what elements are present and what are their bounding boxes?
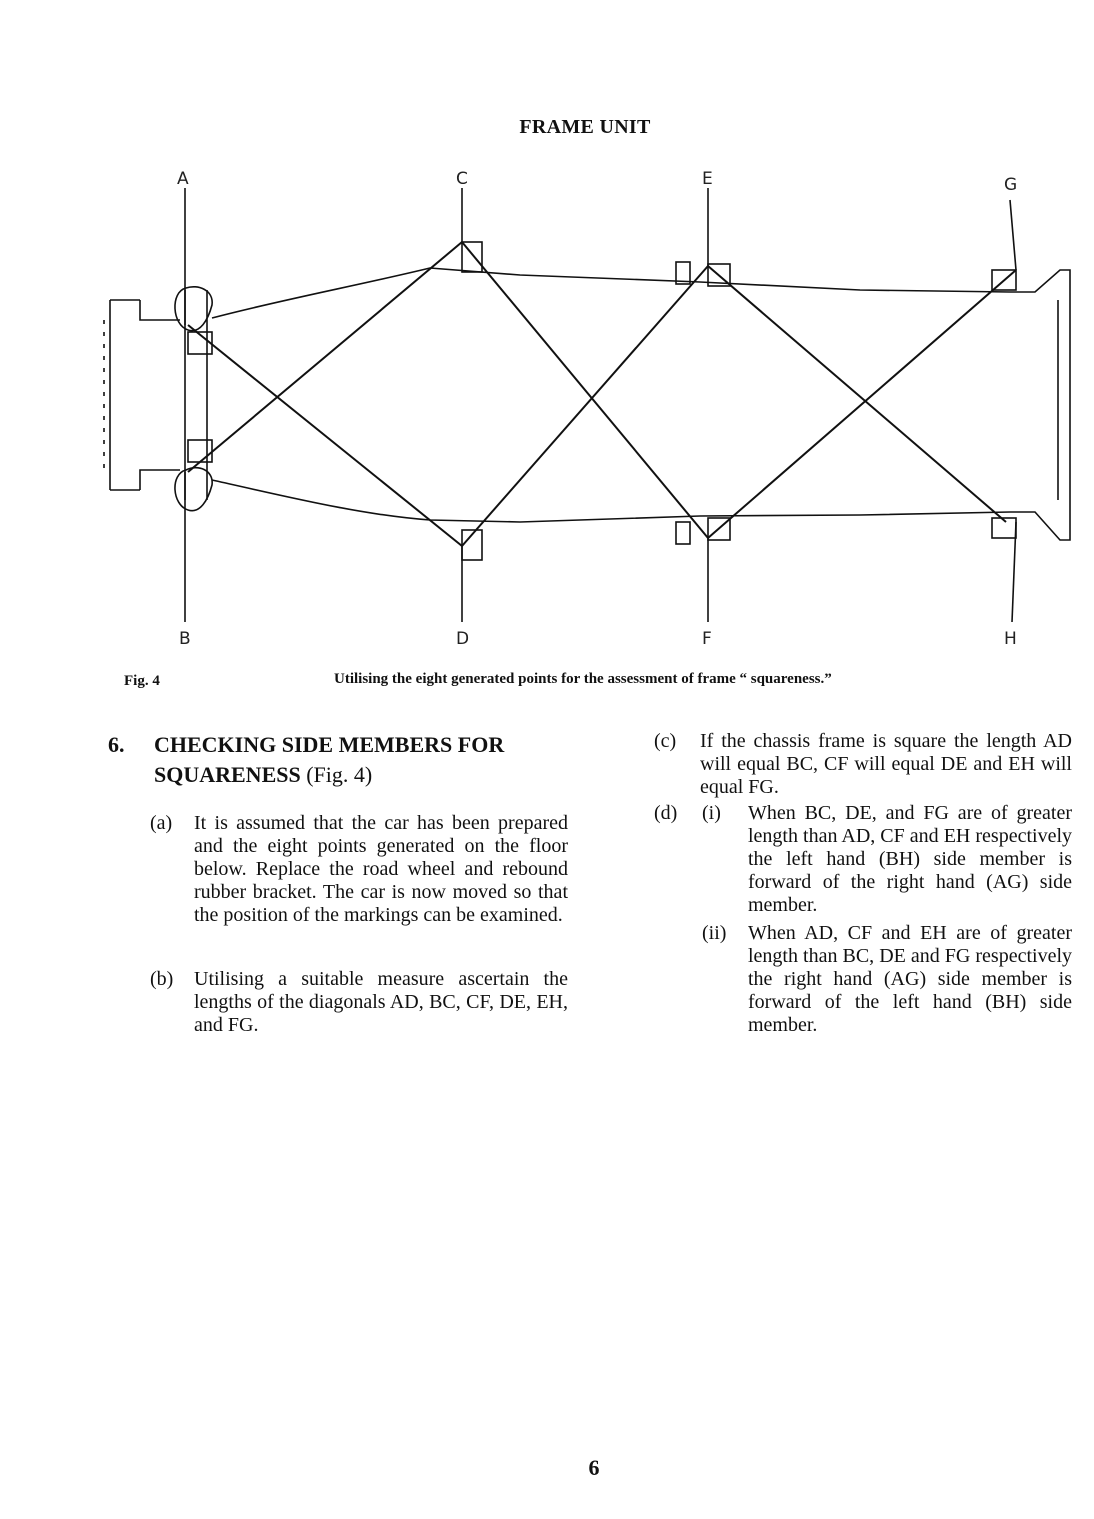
figure-caption: Utilising the eight generated points for the assessment of frame “ squareness.” (334, 671, 832, 687)
point-label-d: D (456, 629, 470, 649)
diagonal-de (462, 266, 708, 546)
frame-squareness-diagram (0, 0, 1094, 660)
item-d-i-text: When BC, DE, and FG are of greater length than AD, CF and EH respectively the left hand (BH) side member is forward of the right hand (AG) side member. (748, 802, 1072, 916)
item-b-marker: (b) (150, 968, 174, 990)
point-label-c: C (456, 169, 468, 189)
item-b (150, 968, 568, 1037)
item-b-text: Utilising a suitable measure ascertain the lengths of the diagonals AD, BC, CF, DE, EH, and FG. (194, 968, 568, 1036)
leader-g (1010, 200, 1016, 270)
front-left-bracket (110, 300, 180, 490)
point-label-e: E (702, 169, 713, 189)
point-label-a: A (177, 169, 189, 189)
section-heading (108, 730, 578, 790)
item-d-i-marker: (i) (702, 802, 721, 824)
item-c (654, 730, 1072, 799)
item-a (150, 812, 568, 927)
leader-h (1012, 522, 1016, 622)
item-d-ii (654, 922, 1072, 1037)
figure-number: Fig. 4 (124, 673, 160, 689)
diagonal-fg (708, 270, 1016, 538)
section-fig-ref: (Fig. 4) (306, 762, 373, 787)
item-d-i (654, 802, 1072, 917)
side-member-left (212, 480, 1010, 522)
item-d-ii-text: When AD, CF and EH are of greater length than BC, DE and FG respectively the right hand (AG) side member is forward of the left hand (BH) side member. (748, 922, 1072, 1036)
wheel-block-bottom (188, 440, 212, 462)
rear-end (1010, 270, 1070, 540)
side-member-right (212, 268, 1010, 318)
item-a-text: It is assumed that the car has been prepared and the eight points generated on the floor below. Replace the road wheel and rebound rubber bracket. The car is now moved so that the position of the markings can be examined. (194, 812, 568, 926)
point-label-h: H (1004, 629, 1017, 649)
point-label-b: B (179, 629, 191, 649)
item-d-marker: (d) (654, 802, 678, 824)
diagonal-cf (462, 242, 708, 538)
point-label-f: F (702, 629, 712, 649)
page-number: 6 (588, 1455, 600, 1480)
section-number: 6. (108, 732, 125, 757)
item-a-marker: (a) (150, 812, 173, 834)
item-c-text: If the chassis frame is square the length AD will equal BC, CF will equal DE and EH will equal FG. (700, 730, 1072, 798)
page-title: FRAME UNIT (519, 116, 651, 138)
section-title: CHECKING SIDE MEMBERS FOR SQUARENESS (154, 732, 505, 787)
point-label-g: G (1004, 175, 1018, 195)
diagonal-eh (708, 266, 1006, 522)
bracket-f-left (676, 522, 690, 544)
item-c-marker: (c) (654, 730, 677, 752)
item-d-ii-marker: (ii) (702, 922, 727, 944)
